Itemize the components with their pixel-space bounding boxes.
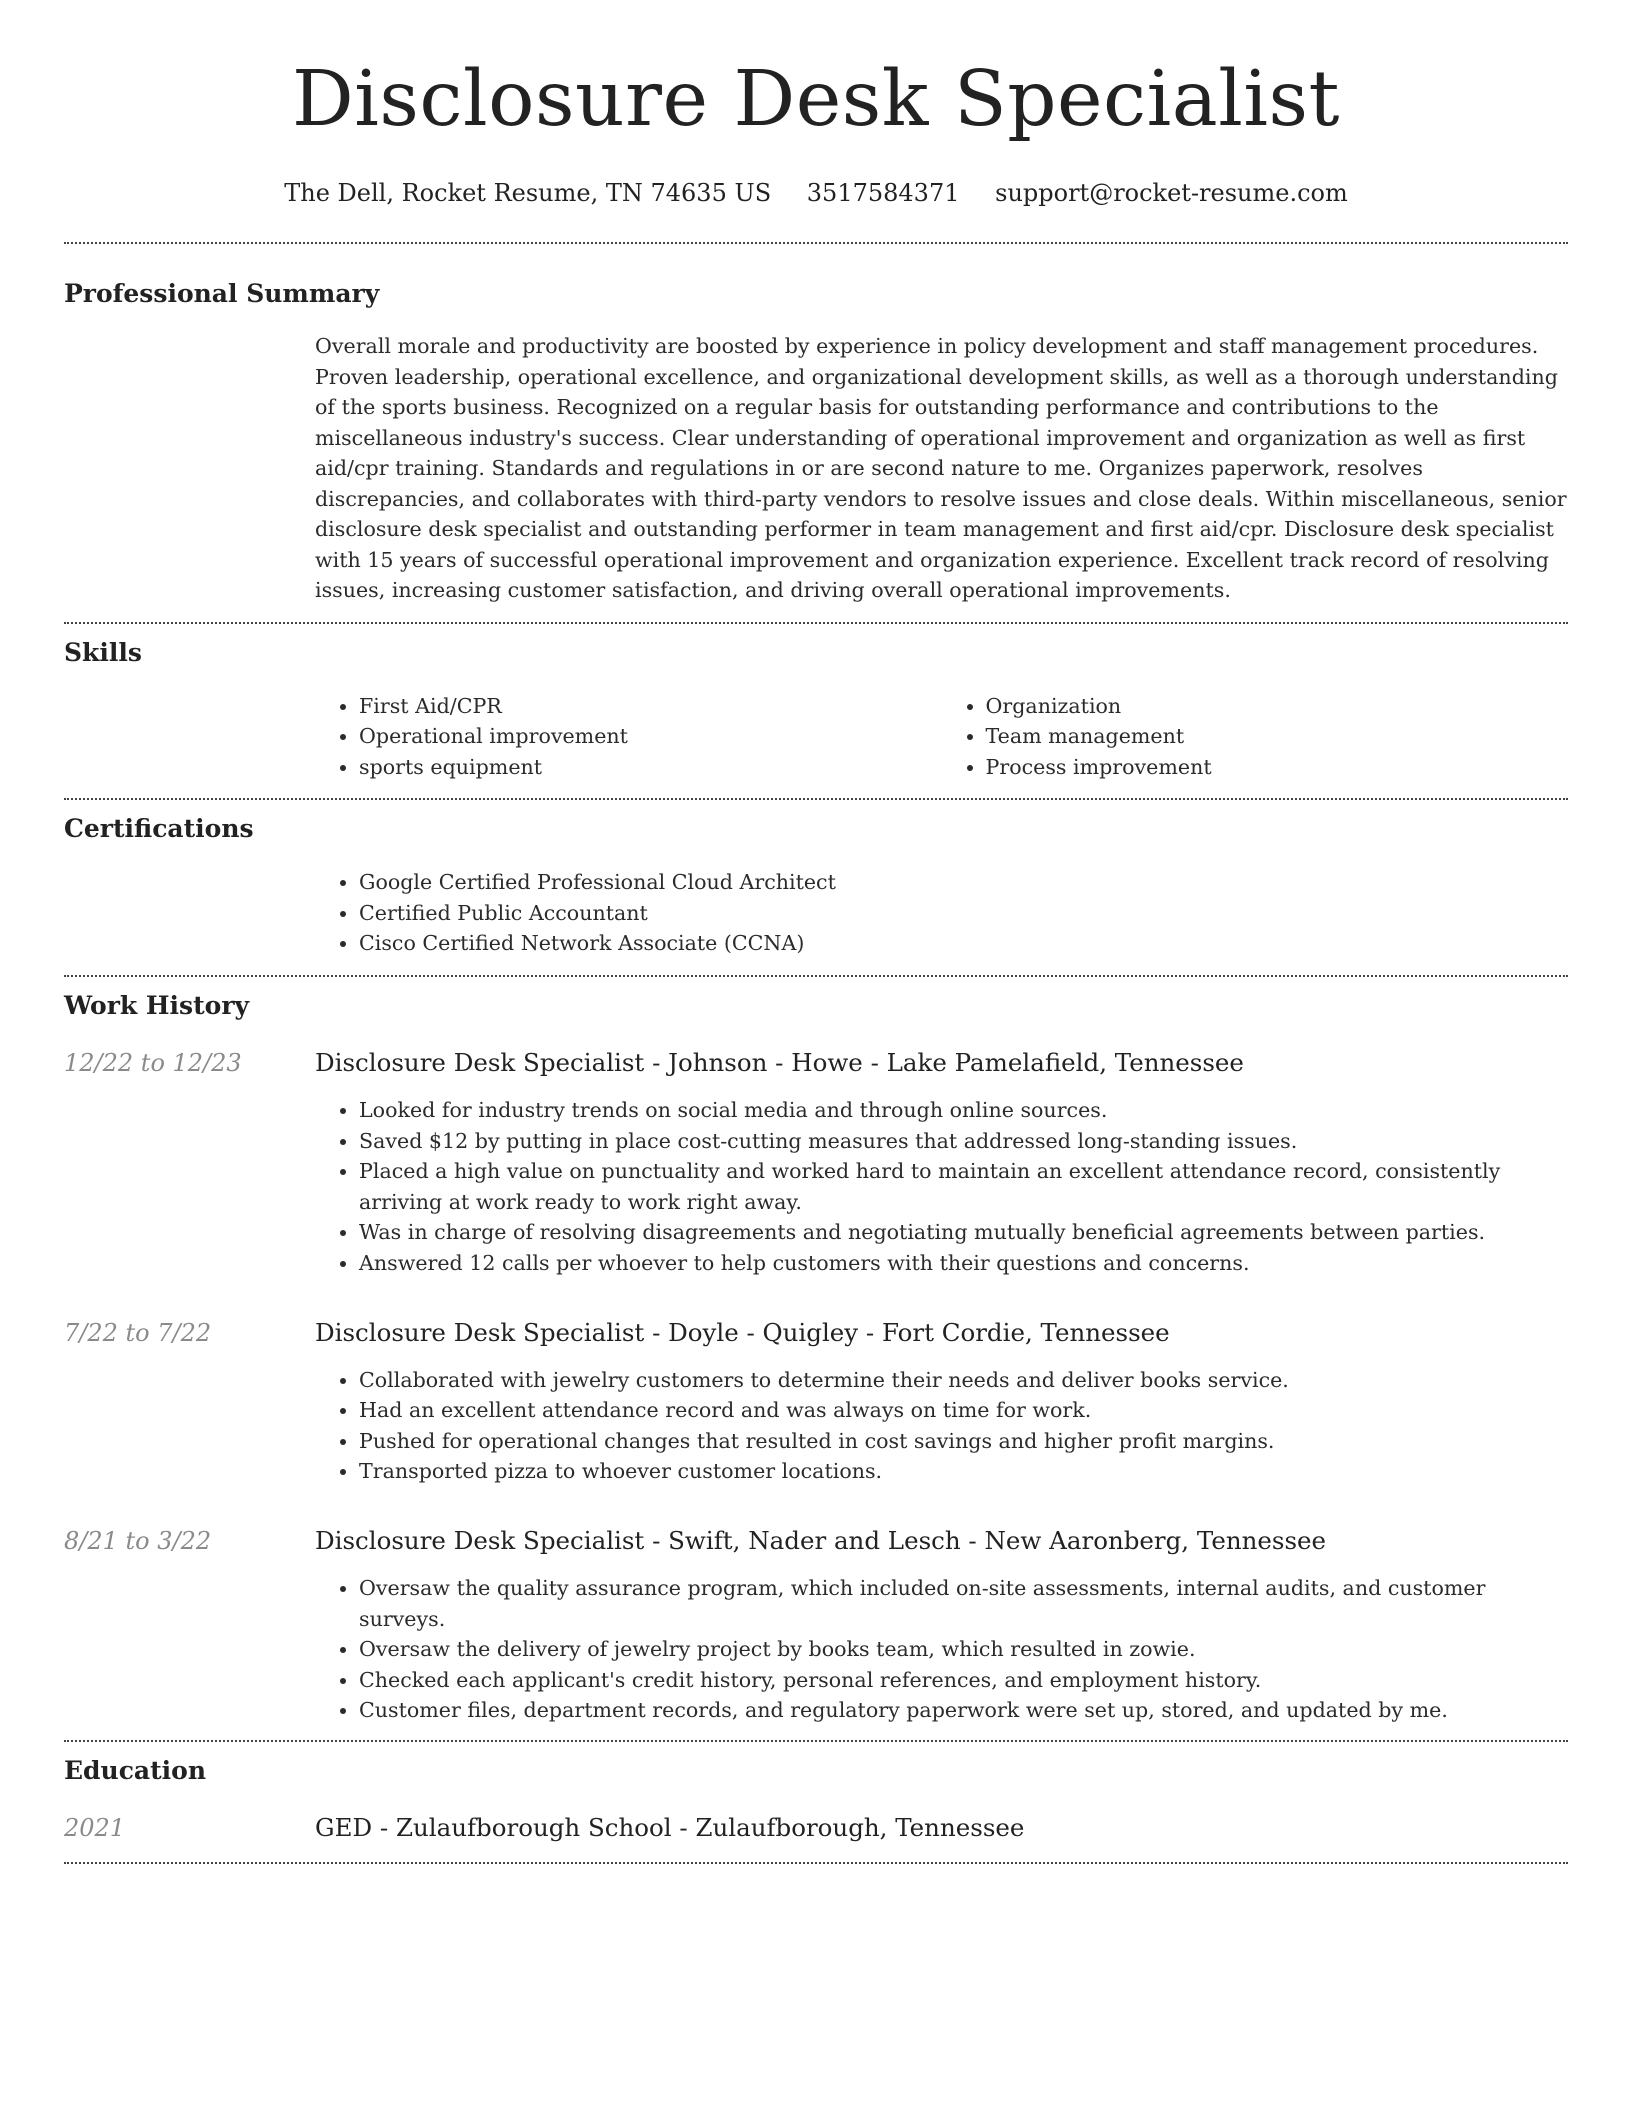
job-date: 12/22 to 12/23: [64, 1049, 242, 1078]
list-item: • Checked each applicant's credit history, personal references, and employment history.: [359, 1665, 1568, 1696]
certifications-content: [315, 867, 1568, 975]
job-title: Disclosure Desk Specialist - Johnson - Howe - Lake Pamelafield, Tennessee: [315, 1048, 1244, 1078]
job-details: [315, 1365, 1568, 1487]
education-date: 2021: [64, 1813, 126, 1842]
education-entry: [64, 1812, 1568, 1862]
section-title-education: Education: [64, 1755, 207, 1785]
section-title-work-history: Work History: [64, 991, 250, 1021]
resume-header: [64, 0, 1568, 208]
list-item: • Had an excellent attendance record and was always on time for work.: [359, 1395, 1568, 1426]
list-item: • Team management: [986, 721, 1569, 752]
skills-section: [64, 624, 1568, 799]
education-section: [64, 1742, 1568, 1862]
job-heading: [64, 1317, 1568, 1349]
certifications-section: [64, 800, 1568, 975]
phone: 3517584371: [806, 179, 960, 207]
section-title-summary: Professional Summary: [64, 279, 380, 308]
section-title-certifications: Certifications: [64, 814, 254, 844]
skills-grid: [315, 691, 1568, 799]
job-bullets: [315, 1365, 1568, 1487]
list-item: • Google Certified Professional Cloud Architect: [359, 867, 1568, 898]
certifications-list: [315, 867, 1568, 959]
job-entry: [64, 1525, 1568, 1740]
work-history-section: [64, 977, 1568, 1740]
candidate-name: Disclosure Desk Specialist: [292, 55, 1340, 144]
list-item: • Pushed for operational changes that resulted in cost savings and higher profit margins.: [359, 1426, 1568, 1457]
summary-section: [64, 244, 1568, 622]
list-item: • Transported pizza to whoever customer locations.: [359, 1456, 1568, 1487]
list-item: • Oversaw the quality assurance program, which included on-site assessments, internal audits, and customer surveys.: [359, 1573, 1568, 1634]
list-item: • Oversaw the delivery of jewelry project by books team, which resulted in zowie.: [359, 1634, 1568, 1665]
list-item: • Looked for industry trends on social media and through online sources.: [359, 1095, 1568, 1126]
job-bullets: [315, 1095, 1568, 1279]
email: support@rocket-resume.com: [995, 179, 1348, 207]
list-item: • sports equipment: [359, 752, 942, 783]
job-title: Disclosure Desk Specialist - Doyle - Quigley - Fort Cordie, Tennessee: [315, 1317, 1170, 1347]
list-item: • Answered 12 calls per whoever to help customers with their questions and concerns.: [359, 1248, 1568, 1279]
skills-list-left: [315, 691, 942, 783]
summary-text: Overall morale and productivity are boosted by experience in policy development and staff management procedures. Proven leadership, operational excellence, and organizational development skills, as well as a thorough understanding of the sports business. Recognized on a regular basis for outstanding performance and contributions to the miscellaneous industry's success. Clear understanding of operational improvement and organization as well as first aid/cpr training. Standards and regulations in or are second nature to me. Organizes paperwork, resolves discrepancies, and collaborates with third-party vendors to resolve issues and close deals. Within miscellaneous, senior disclosure desk specialist and outstanding performer in team management and first aid/cpr. Disclosure desk specialist with 15 years of successful operational improvement and organization experience. Excellent track record of resolving issues, increasing customer satisfaction, and driving overall operational improvements.: [315, 334, 1567, 602]
divider: [64, 1862, 1568, 1864]
summary-content: [315, 331, 1568, 622]
list-item: • Operational improvement: [359, 721, 942, 752]
list-item: • Customer files, department records, and regulatory paperwork were set up, stored, and updated by me.: [359, 1695, 1568, 1726]
education-degree: GED - Zulaufborough School - Zulaufborough, Tennessee: [315, 1812, 1025, 1842]
list-item: • Collaborated with jewelry customers to determine their needs and deliver books service.: [359, 1365, 1568, 1396]
list-item: • First Aid/CPR: [359, 691, 942, 722]
list-item: • Organization: [986, 691, 1569, 722]
job-details: [315, 1095, 1568, 1279]
list-item: • Process improvement: [986, 752, 1569, 783]
list-item: • Certified Public Accountant: [359, 898, 1568, 929]
list-item: • Cisco Certified Network Associate (CCNA): [359, 928, 1568, 959]
job-entry: [64, 1317, 1568, 1487]
contact-line: [64, 178, 1568, 208]
job-details: [315, 1573, 1568, 1740]
list-item: • Placed a high value on punctuality and worked hard to maintain an excellent attendance record, consistently arriving at work ready to work right away.: [359, 1156, 1568, 1217]
job-heading: [64, 1525, 1568, 1557]
job-date: 8/21 to 3/22: [64, 1527, 212, 1555]
list-item: • Saved $12 by putting in place cost-cutting measures that addressed long-standing issues.: [359, 1126, 1568, 1157]
job-title: Disclosure Desk Specialist - Swift, Nader and Lesch - New Aaronberg, Tennessee: [315, 1526, 1327, 1555]
job-date: 7/22 to 7/22: [64, 1318, 212, 1347]
job-entry: [64, 1047, 1568, 1279]
skills-list-right: [942, 691, 1569, 783]
address: The Dell, Rocket Resume, TN 74635 US: [284, 179, 772, 207]
job-heading: [64, 1047, 1568, 1079]
list-item: • Was in charge of resolving disagreements and negotiating mutually beneficial agreements between parties.: [359, 1217, 1568, 1248]
job-bullets: [315, 1573, 1568, 1726]
section-title-skills: Skills: [64, 637, 142, 667]
